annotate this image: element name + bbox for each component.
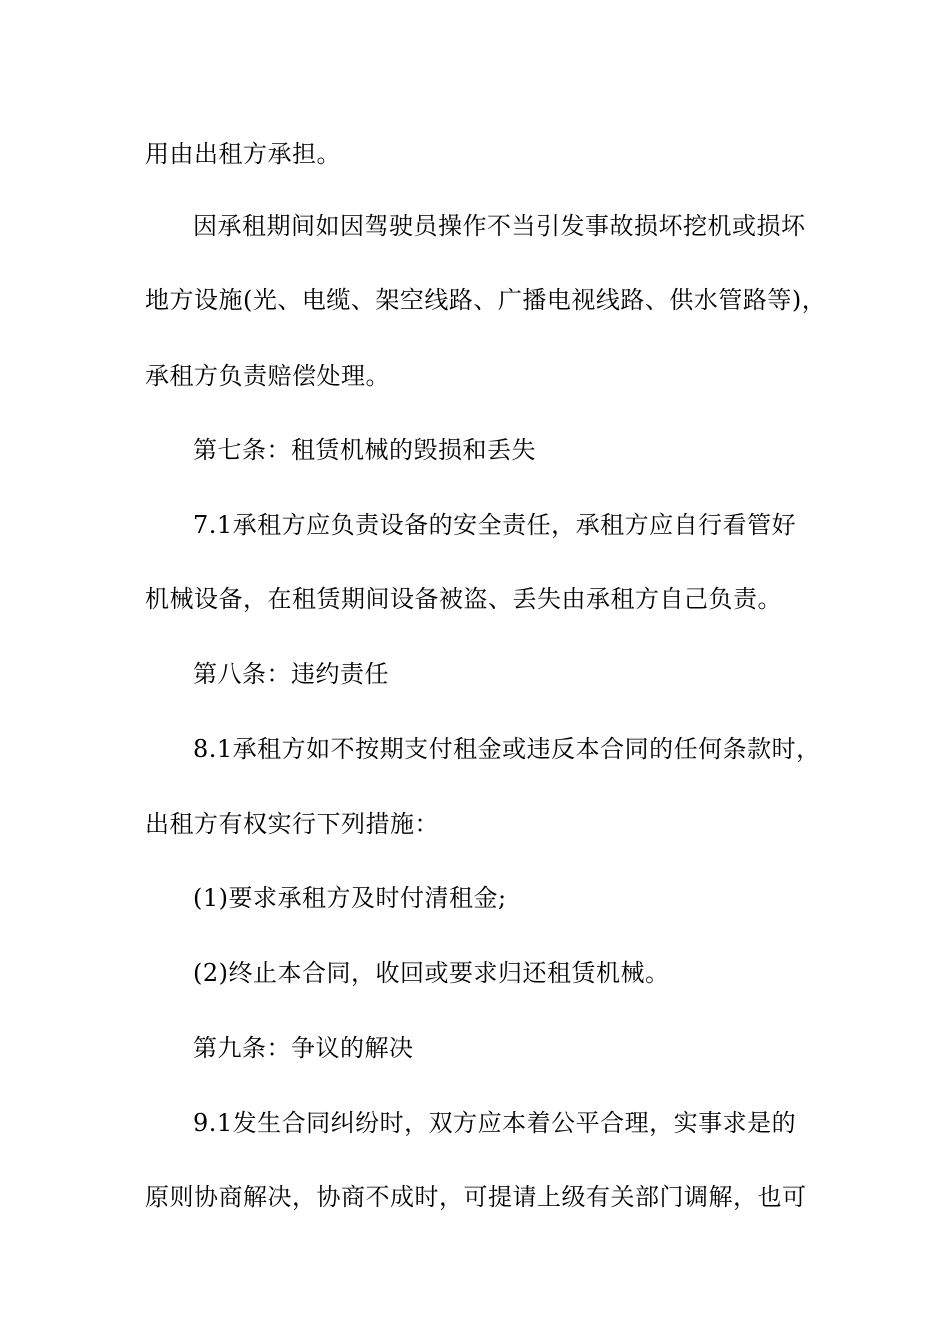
- section-heading-9: 第九条：争议的解决: [193, 1034, 414, 1062]
- section-heading-8: 第八条：违约责任: [193, 660, 389, 688]
- clause-8-1: 8.1承租方如不按期支付租金或违反本合同的任何条款时，: [193, 735, 821, 763]
- section-heading-7: 第七条：租赁机械的毁损和丢失: [193, 436, 536, 464]
- list-item-2: (2)终止本合同，收回或要求归还租赁机械。: [193, 959, 670, 987]
- text-line: 出租方有权实行下列措施：: [145, 810, 439, 838]
- paragraph-start: 因承租期间如因驾驶员操作不当引发事故损坏挖机或损坏: [193, 212, 806, 240]
- text-line: 地方设施(光、电缆、架空线路、广播电视线路、供水管路等)，: [145, 286, 827, 314]
- text-line: 用由出租方承担。: [145, 140, 341, 168]
- text-line: 机械设备，在租赁期间设备被盗、丢失由承租方自己负责。: [145, 585, 782, 613]
- clause-7-1: 7.1承租方应负责设备的安全责任，承租方应自行看管好: [193, 511, 797, 539]
- clause-9-1: 9.1发生合同纠纷时，双方应本着公平合理，实事求是的: [193, 1109, 797, 1137]
- text-line: 承租方负责赔偿处理。: [145, 362, 390, 390]
- list-item-1: (1)要求承租方及时付清租金;: [193, 884, 507, 912]
- text-line: 原则协商解决，协商不成时，可提请上级有关部门调解，也可: [145, 1183, 807, 1211]
